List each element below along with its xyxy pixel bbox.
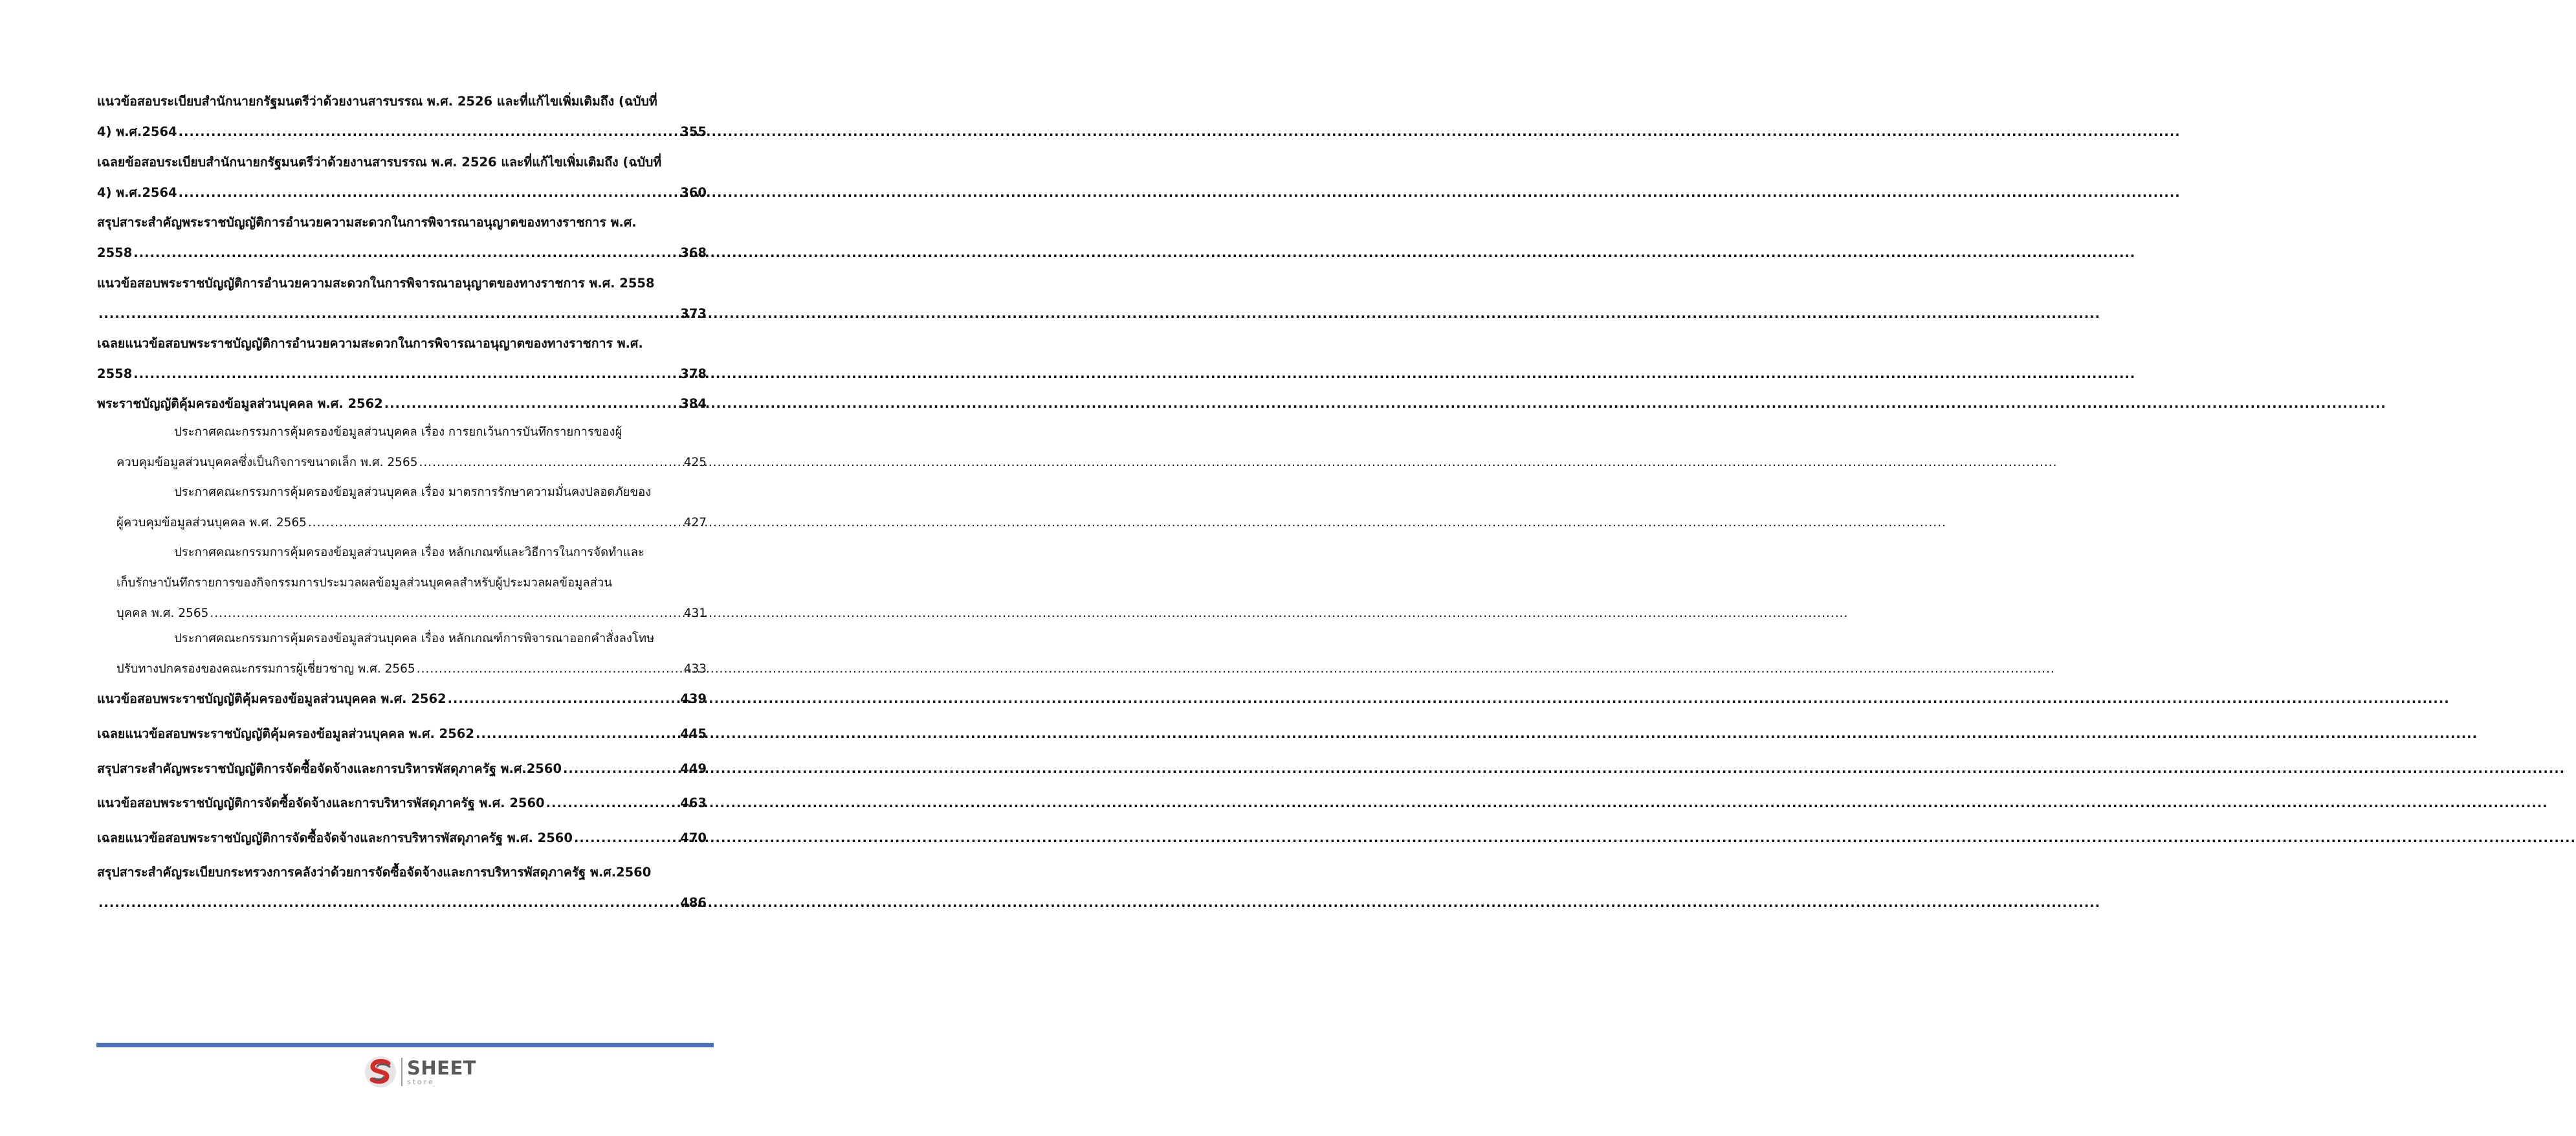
toc-page-number: 470 (680, 830, 707, 845)
toc-entry-368[interactable] (97, 240, 707, 266)
toc-entry-355[interactable] (97, 119, 707, 145)
toc-page-number: 433 (683, 662, 707, 676)
sheet-store-logo (364, 1054, 476, 1089)
dot-leader (98, 890, 677, 916)
logo-subtitle: store (407, 1077, 435, 1086)
toc-page-number: 384 (680, 396, 707, 411)
sheet-store-logo-icon (364, 1055, 397, 1089)
dot-leader (179, 119, 678, 145)
toc-entry-title: ประกาศคณะกรรมการคุ้มครองข้อมูลส่วนบุคคล เรื่อง การยกเว้นการบันทึกรายการของผู้ (174, 425, 622, 439)
toc-entry-title: เฉลยแนวข้อสอบพระราชบัญญัติการอำนวยความสะดวกในการพิจารณาอนุญาตของทางราชการ พ.ศ. (97, 336, 643, 351)
dot-leader (448, 686, 678, 712)
toc-entry-384[interactable] (97, 391, 707, 417)
toc-entry-title: 4) พ.ศ.2564 (97, 124, 177, 139)
toc-entry-486-line[interactable] (97, 860, 707, 885)
toc-entry-463[interactable] (97, 790, 707, 816)
toc-page-number: 425 (683, 456, 707, 469)
toc-entry-title: ประกาศคณะกรรมการคุ้มครองข้อมูลส่วนบุคคล เรื่อง หลักเกณฑ์และวิธีการในการจัดทำและ (174, 546, 644, 559)
toc-entry-title: ประกาศคณะกรรมการคุ้มครองข้อมูลส่วนบุคคล เรื่อง มาตรการรักษาความมั่นคงปลอดภัยของ (174, 485, 652, 499)
toc-entry-368-line[interactable] (97, 210, 707, 236)
footer-rule (96, 1043, 714, 1047)
toc-page-number: 439 (680, 691, 707, 706)
toc-entry-title: เฉลยข้อสอบระเบียบสำนักนายกรัฐมนตรีว่าด้วยงานสารบรรณ พ.ศ. 2526 และที่แก้ไขเพิ่มเติมถึง (ฉบับที่ (97, 155, 662, 170)
toc-entry-449[interactable] (97, 756, 707, 782)
dot-leader (417, 656, 681, 682)
toc-entry-title: สรุปสาระสำคัญพระราชบัญญัติการจัดซื้อจัดจ้างและการบริหารพัสดุภาครัฐ พ.ศ.2560 (97, 761, 562, 776)
toc-entry-439[interactable] (97, 686, 707, 712)
toc-page-number: 378 (680, 366, 707, 381)
toc-entry-425-line[interactable] (174, 419, 707, 445)
toc-entry-title: แนวข้อสอบระเบียบสำนักนายกรัฐมนตรีว่าด้วยงานสารบรรณ พ.ศ. 2526 และที่แก้ไขเพิ่มเติมถึง (ฉบับที่ (97, 94, 657, 109)
toc-entry-431-line[interactable] (116, 570, 707, 596)
toc-entry-378-line[interactable] (97, 331, 707, 357)
dot-leader (133, 240, 677, 266)
dot-leader (476, 721, 677, 747)
toc-entry-title: แนวข้อสอบพระราชบัญญัติการอำนวยความสะดวกในการพิจารณาอนุญาตของทางราชการ พ.ศ. 2558 (97, 276, 655, 291)
toc-entry-431-line[interactable] (174, 540, 707, 566)
toc-page-number: 463 (680, 796, 707, 810)
toc-page-number: 355 (680, 124, 707, 139)
toc-entry-427[interactable] (116, 510, 707, 536)
dot-leader (133, 361, 677, 387)
toc-entry-360-line[interactable] (97, 150, 707, 175)
toc-entry-title: สรุปสาระสำคัญพระราชบัญญัติการอำนวยความสะดวกในการพิจารณาอนุญาตของทางราชการ พ.ศ. (97, 215, 637, 230)
toc-entry-title: เฉลยแนวข้อสอบพระราชบัญญัติการจัดซื้อจัดจ้างและการบริหารพัสดุภาครัฐ พ.ศ. 2560 (97, 830, 573, 845)
toc-entry-470[interactable] (97, 825, 707, 851)
toc-entry-486[interactable] (97, 890, 707, 916)
toc-entry-title: แนวข้อสอบพระราชบัญญัติคุ้มครองข้อมูลส่วนบุคคล พ.ศ. 2562 (97, 691, 446, 706)
logo-wordmark: SHEET (407, 1056, 477, 1079)
toc-page-number: 360 (680, 185, 707, 200)
toc-entry-title: เฉลยแนวข้อสอบพระราชบัญญัติคุ้มครองข้อมูลส่วนบุคคล พ.ศ. 2562 (97, 726, 474, 741)
toc-entry-title: ผู้ควบคุมข้อมูลส่วนบุคคล พ.ศ. 2565 (116, 516, 307, 529)
toc-entry-title: 4) พ.ศ.2564 (97, 185, 177, 200)
toc-page-number: 368 (680, 245, 707, 260)
dot-leader (98, 301, 677, 327)
toc-entry-431[interactable] (116, 601, 707, 627)
toc-page-number: 427 (683, 516, 707, 529)
toc-entry-title: ควบคุมข้อมูลส่วนบุคคลซึ่งเป็นกิจการขนาดเล็ก พ.ศ. 2565 (116, 456, 418, 469)
toc-entry-433-line[interactable] (174, 626, 707, 652)
dot-leader (179, 180, 678, 206)
dot-leader (384, 391, 678, 417)
toc-entry-title: เก็บรักษาบันทึกรายการของกิจกรรมการประมวลผลข้อมูลส่วนบุคคลสำหรับผู้ประมวลผลข้อมูลส่วน (116, 576, 612, 590)
dot-leader (419, 450, 681, 476)
dot-leader (574, 825, 677, 851)
toc-entry-title: ประกาศคณะกรรมการคุ้มครองข้อมูลส่วนบุคคล เรื่อง หลักเกณฑ์การพิจารณาออกคำสั่งลงโทษ (174, 632, 655, 645)
dot-leader (563, 756, 677, 782)
toc-entry-378[interactable] (97, 361, 707, 387)
toc-entry-title: ปรับทางปกครองของคณะกรรมการผู้เชี่ยวชาญ พ.ศ. 2565 (116, 662, 415, 676)
logo-separator (401, 1058, 402, 1086)
toc-entry-373-line[interactable] (97, 271, 707, 296)
toc-entry-373[interactable] (97, 301, 707, 327)
toc-page-number: 486 (680, 895, 707, 910)
toc-entry-445[interactable] (97, 721, 707, 747)
toc-entry-title: แนวข้อสอบพระราชบัญญัติการจัดซื้อจัดจ้างและการบริหารพัสดุภาครัฐ พ.ศ. 2560 (97, 796, 545, 810)
toc-entry-title: พระราชบัญญัติคุ้มครองข้อมูลส่วนบุคคล พ.ศ. 2562 (97, 396, 383, 411)
toc-entry-427-line[interactable] (174, 480, 707, 506)
toc-entry-title: สรุปสาระสำคัญระเบียบกระทรวงการคลังว่าด้วยการจัดซื้อจัดจ้างและการบริหารพัสดุภาครัฐ พ.ศ.2560 (97, 865, 652, 880)
toc-page-number: 373 (680, 306, 707, 321)
toc-entry-title: บุคคล พ.ศ. 2565 (116, 607, 209, 620)
toc-entry-433[interactable] (116, 656, 707, 682)
toc-entry-title: 2558 (97, 366, 133, 381)
toc-entry-355-line[interactable] (97, 89, 707, 115)
toc-page-number: 445 (680, 726, 707, 741)
toc-page-number: 431 (683, 607, 707, 620)
dot-leader (546, 790, 678, 816)
dot-leader (210, 601, 681, 627)
toc-entry-title: 2558 (97, 245, 133, 260)
toc-page-number: 449 (680, 761, 707, 776)
toc-entry-425[interactable] (116, 450, 707, 476)
dot-leader (308, 510, 681, 536)
toc-entry-360[interactable] (97, 180, 707, 206)
